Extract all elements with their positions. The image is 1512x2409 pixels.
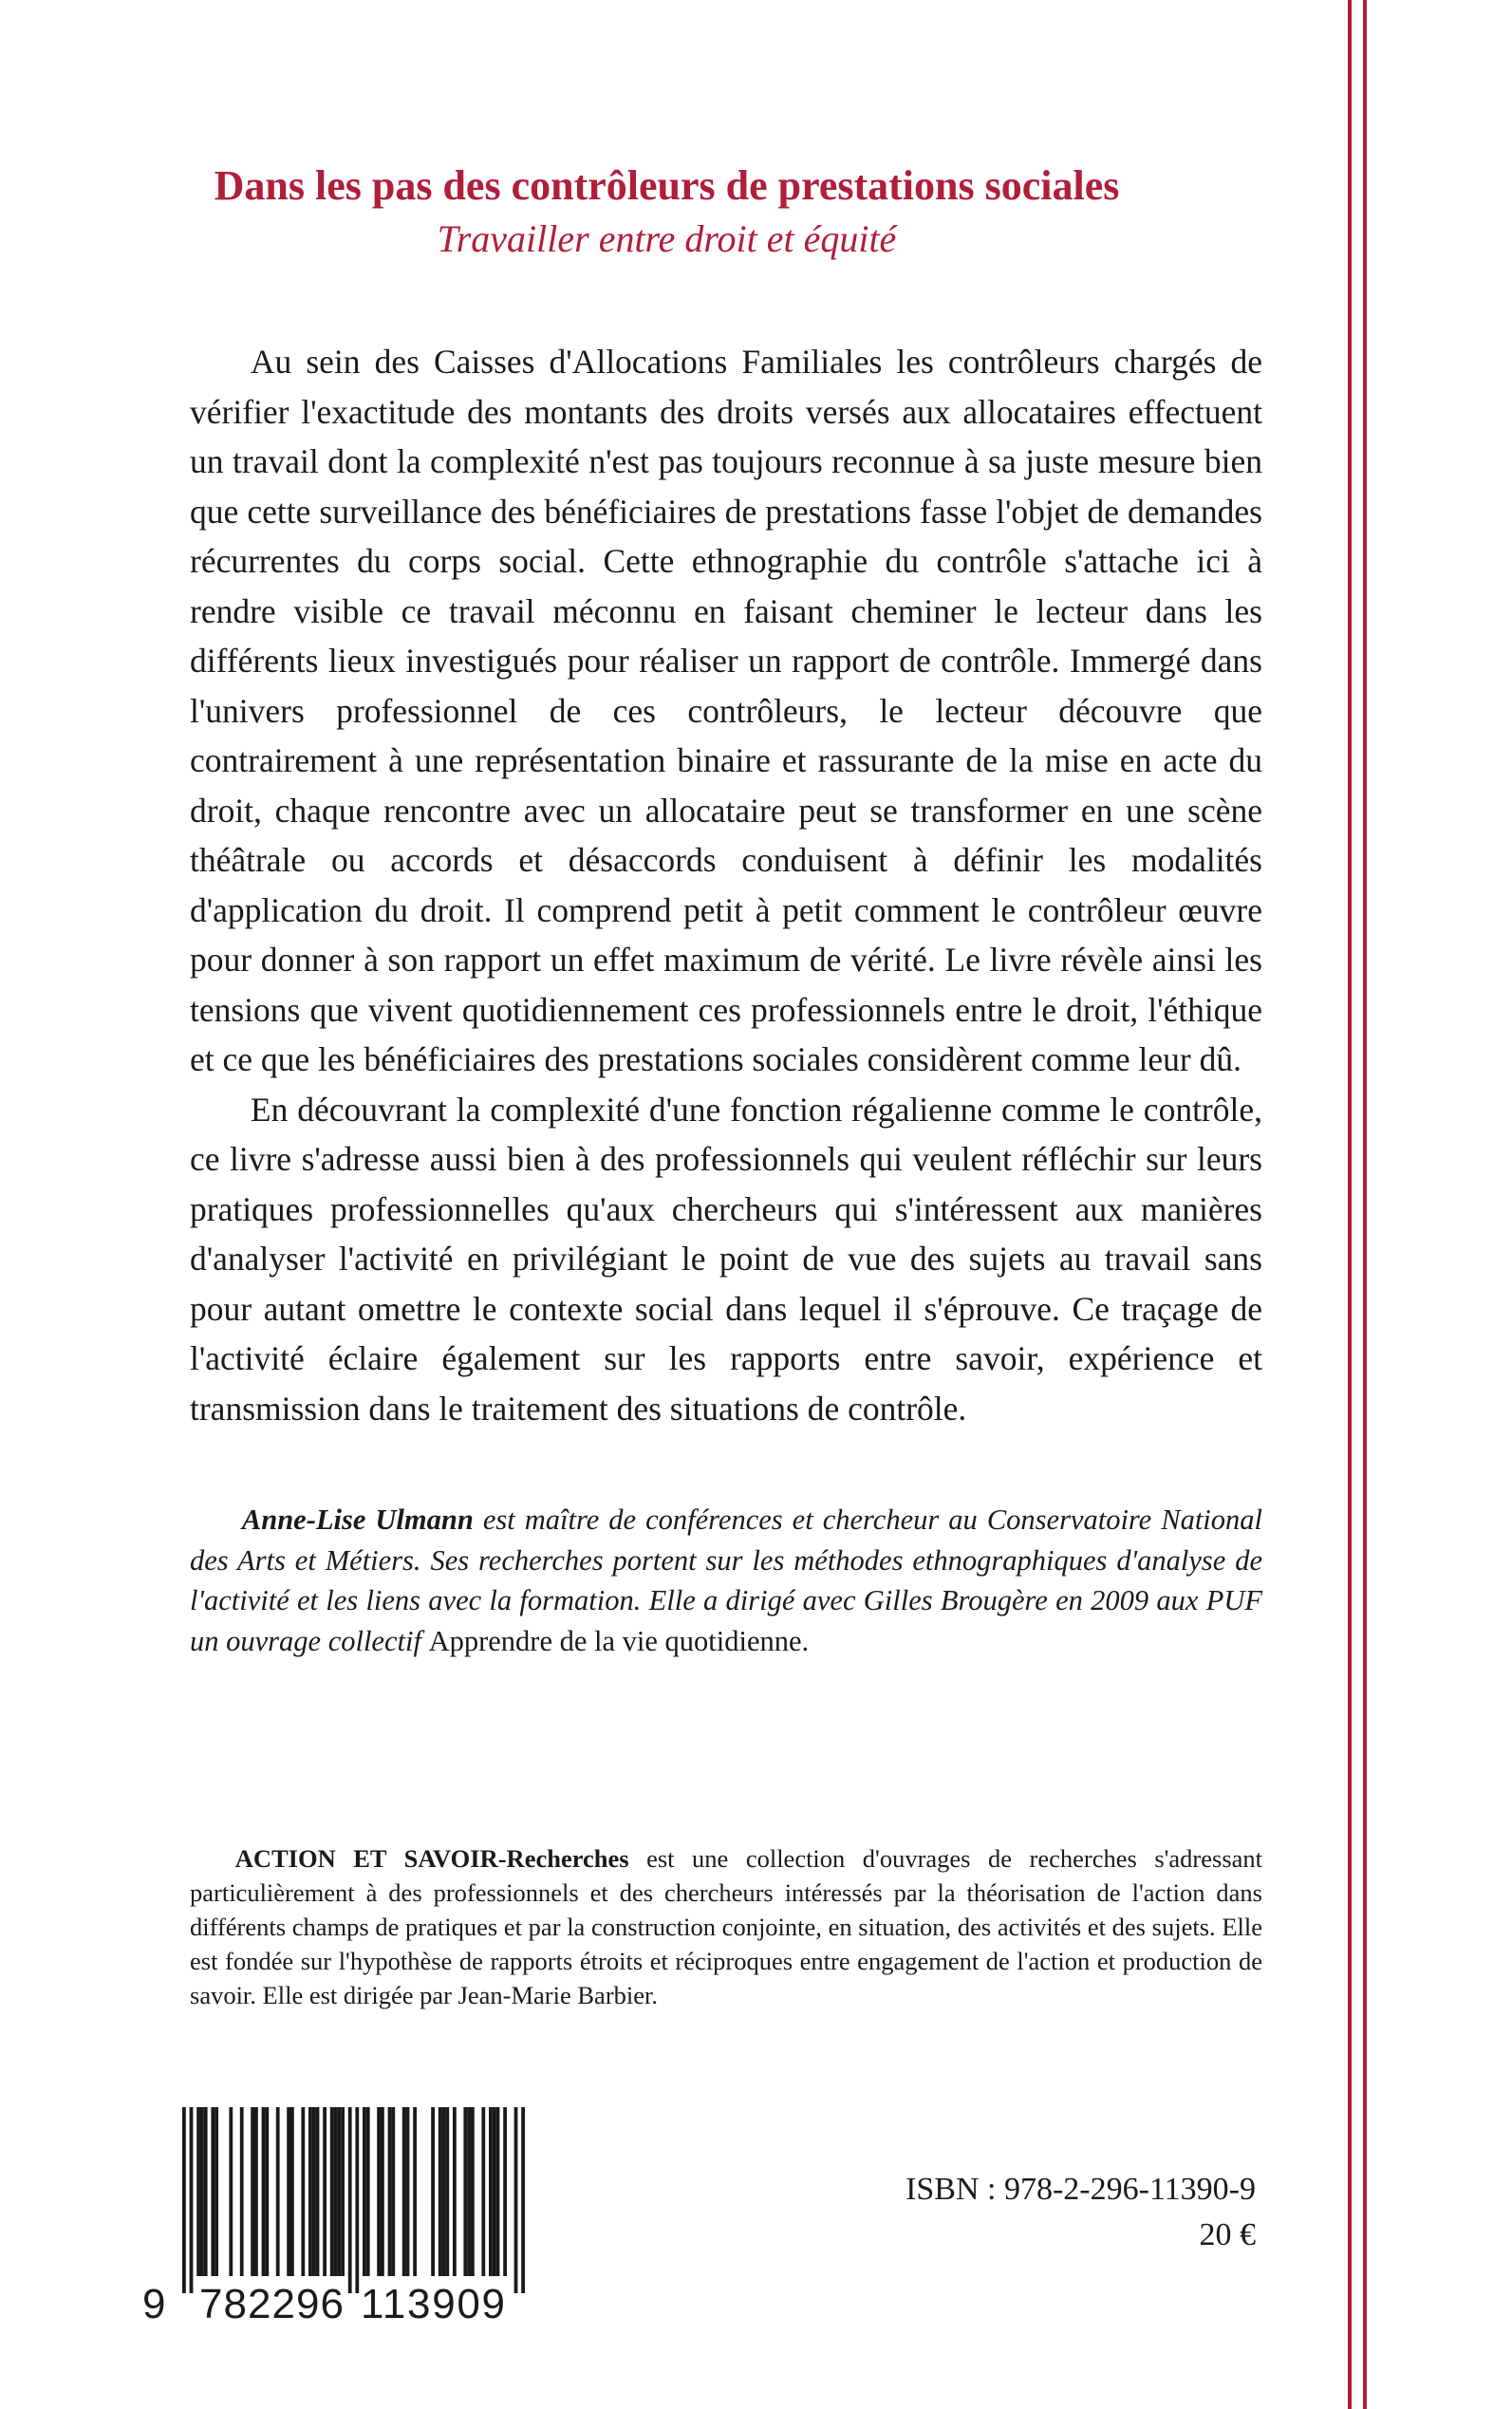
isbn-number: ISBN : 978-2-296-11390-9 bbox=[905, 2172, 1256, 2207]
barcode-bar bbox=[200, 2107, 204, 2276]
barcode-bar bbox=[388, 2107, 392, 2276]
barcode-bar bbox=[215, 2107, 218, 2276]
barcode-bar bbox=[262, 2107, 266, 2276]
barcode-bar bbox=[334, 2107, 338, 2276]
barcode-bar bbox=[337, 2107, 341, 2276]
collection-description bbox=[190, 1841, 1262, 2012]
barcode-bar bbox=[521, 2107, 525, 2293]
barcode-bar bbox=[481, 2107, 485, 2276]
barcode-bar bbox=[323, 2107, 327, 2276]
book-subtitle: Travailler entre droit et équité bbox=[437, 217, 897, 260]
barcode-bar bbox=[229, 2107, 233, 2276]
barcode-bar bbox=[489, 2107, 493, 2276]
barcode-bar bbox=[514, 2107, 518, 2293]
barcode-bar bbox=[381, 2107, 384, 2276]
barcode-bar bbox=[196, 2107, 200, 2276]
barcode-bar bbox=[366, 2107, 370, 2276]
barcode-bar bbox=[182, 2107, 186, 2293]
barcode-bar bbox=[287, 2107, 290, 2276]
barcode-bar bbox=[341, 2107, 345, 2276]
spine-rule-right bbox=[1363, 0, 1367, 2409]
barcode-bar bbox=[290, 2107, 294, 2276]
barcode-bar bbox=[463, 2107, 467, 2276]
barcode-bar bbox=[406, 2107, 410, 2276]
barcode-bar bbox=[251, 2107, 254, 2276]
author-bio-paragraph bbox=[190, 1500, 1262, 1661]
barcode-bar bbox=[348, 2107, 352, 2293]
author-bio-text: est maître de conférences et chercheur au Conservatoire National des Arts et Métiers. Ses recherches portent sur les méthodes ethnographiques d'analyse de l'activité et les liens avec la formation. Elle a dirigé avec Gilles Brougère en 2009 aux PUF un ouvrage collectif bbox=[190, 1503, 1262, 1657]
barcode-left-digits: 782296 bbox=[199, 2281, 344, 2325]
barcode-bar bbox=[190, 2107, 194, 2293]
barcode-graphic bbox=[131, 2107, 558, 2325]
barcode-bar bbox=[413, 2107, 417, 2276]
spine-rule-left bbox=[1348, 0, 1352, 2409]
collection-paragraph bbox=[190, 1841, 1262, 2012]
barcode-bars bbox=[182, 2107, 525, 2293]
author-bio bbox=[190, 1500, 1262, 1661]
barcode-bar bbox=[445, 2107, 449, 2276]
book-title: Dans les pas des contrôleurs de prestations sociales bbox=[214, 162, 1120, 209]
author-name: Anne-Lise Ulmann bbox=[241, 1503, 474, 1536]
barcode-bar bbox=[391, 2107, 395, 2276]
barcode-bar bbox=[471, 2107, 475, 2276]
barcode-bar bbox=[330, 2107, 334, 2276]
barcode-bar bbox=[301, 2107, 305, 2276]
barcode-bar bbox=[496, 2107, 500, 2276]
barcode-bar bbox=[453, 2107, 457, 2276]
barcode-bar bbox=[254, 2107, 258, 2276]
barcode-right-digits: 113909 bbox=[361, 2281, 505, 2325]
barcode-bar bbox=[467, 2107, 471, 2276]
barcode-first-digit: 9 bbox=[142, 2281, 166, 2325]
summary-paragraph: En découvrant la complexité d'une fonction régalienne comme le contrôle, ce livre s'adresse aussi bien à des professionnels qui veulent réfléchir sur leurs pratiques professionnelles qu'aux chercheurs qui s'intéressent aux manières d'analyser l'activité en privilégiant le point de vue des sujets au travail sans pour autant omettre le contexte social dans lequel il s'éprouve. Ce traçage de l'activité éclaire également sur les rapports entre savoir, expérience et transmission dans le traitement des situations de contrôle. bbox=[190, 1090, 1262, 1428]
barcode-bar bbox=[431, 2107, 435, 2276]
barcode-bar bbox=[240, 2107, 244, 2276]
barcode-bar bbox=[377, 2107, 381, 2276]
barcode-bar bbox=[439, 2107, 442, 2276]
barcode bbox=[131, 2107, 558, 2325]
barcode-bar bbox=[312, 2107, 316, 2276]
barcode-bar bbox=[355, 2107, 359, 2293]
summary-paragraph: Au sein des Caisses d'Allocations Familiales les contrôleurs chargés de vérifier l'exactitude des montants des droits versés aux allocataires effectuent un travail dont la complexité n'est pas toujours reconnue à sa juste mesure bien que cette surveillance des bénéficiaires de prestations fasse l'objet de demandes récurrentes du corps social. Cette ethnographie du contrôle s'attache ici à rendre visible ce travail méconnu en faisant cheminer le lecteur dans les différents lieux investigués pour réaliser un rapport de contrôle. Immergé dans l'univers professionnel de ces contrôleurs, le lecteur découvre que contrairement à une représentation binaire et rassurante de la mise en acte du droit, chaque rencontre avec un allocataire peut se transformer en une scène théâtrale ou accords et désaccords conduisent à définir les modalités d'application du droit. Il comprend petit à petit comment le contrôleur œuvre pour donner à son rapport un effet maximum de vérité. Le livre révèle ainsi les tensions que vivent quotidiennement ces professionnels entre le droit, l'éthique et ce que les bénéficiaires des prestations sociales considèrent comme leur dû. bbox=[190, 343, 1262, 1078]
collection-text: est une collection d'ouvrages de recherches s'adressant particulièrement à des professionnels et des chercheurs intéressés par la théorisation de l'action dans différents champs de pratiques et par la construction conjointe, en situation, des activités et des sujets. Elle est fondée sur l'hypothèse de rapports étroits et réciproques entre engagement de l'action et production de savoir. Elle est dirigée par Jean-Marie Barbier. bbox=[190, 1844, 1263, 2009]
barcode-bar bbox=[442, 2107, 446, 2276]
barcode-bar bbox=[204, 2107, 208, 2276]
price: 20 € bbox=[1199, 2217, 1256, 2252]
barcode-bar bbox=[316, 2107, 320, 2276]
barcode-bar bbox=[363, 2107, 366, 2276]
barcode-bar bbox=[402, 2107, 406, 2276]
barcode-bar bbox=[308, 2107, 312, 2276]
title-block bbox=[190, 159, 1144, 266]
barcode-bar bbox=[503, 2107, 507, 2276]
barcode-bar bbox=[265, 2107, 269, 2276]
barcode-bar bbox=[276, 2107, 280, 2276]
back-cover-summary bbox=[190, 337, 1262, 1433]
collection-name: ACTION ET SAVOIR-Recherches bbox=[234, 1844, 629, 1873]
barcode-bar bbox=[493, 2107, 496, 2276]
barcode-bar bbox=[211, 2107, 215, 2276]
author-book-title: Apprendre de la vie quotidienne. bbox=[428, 1624, 810, 1657]
